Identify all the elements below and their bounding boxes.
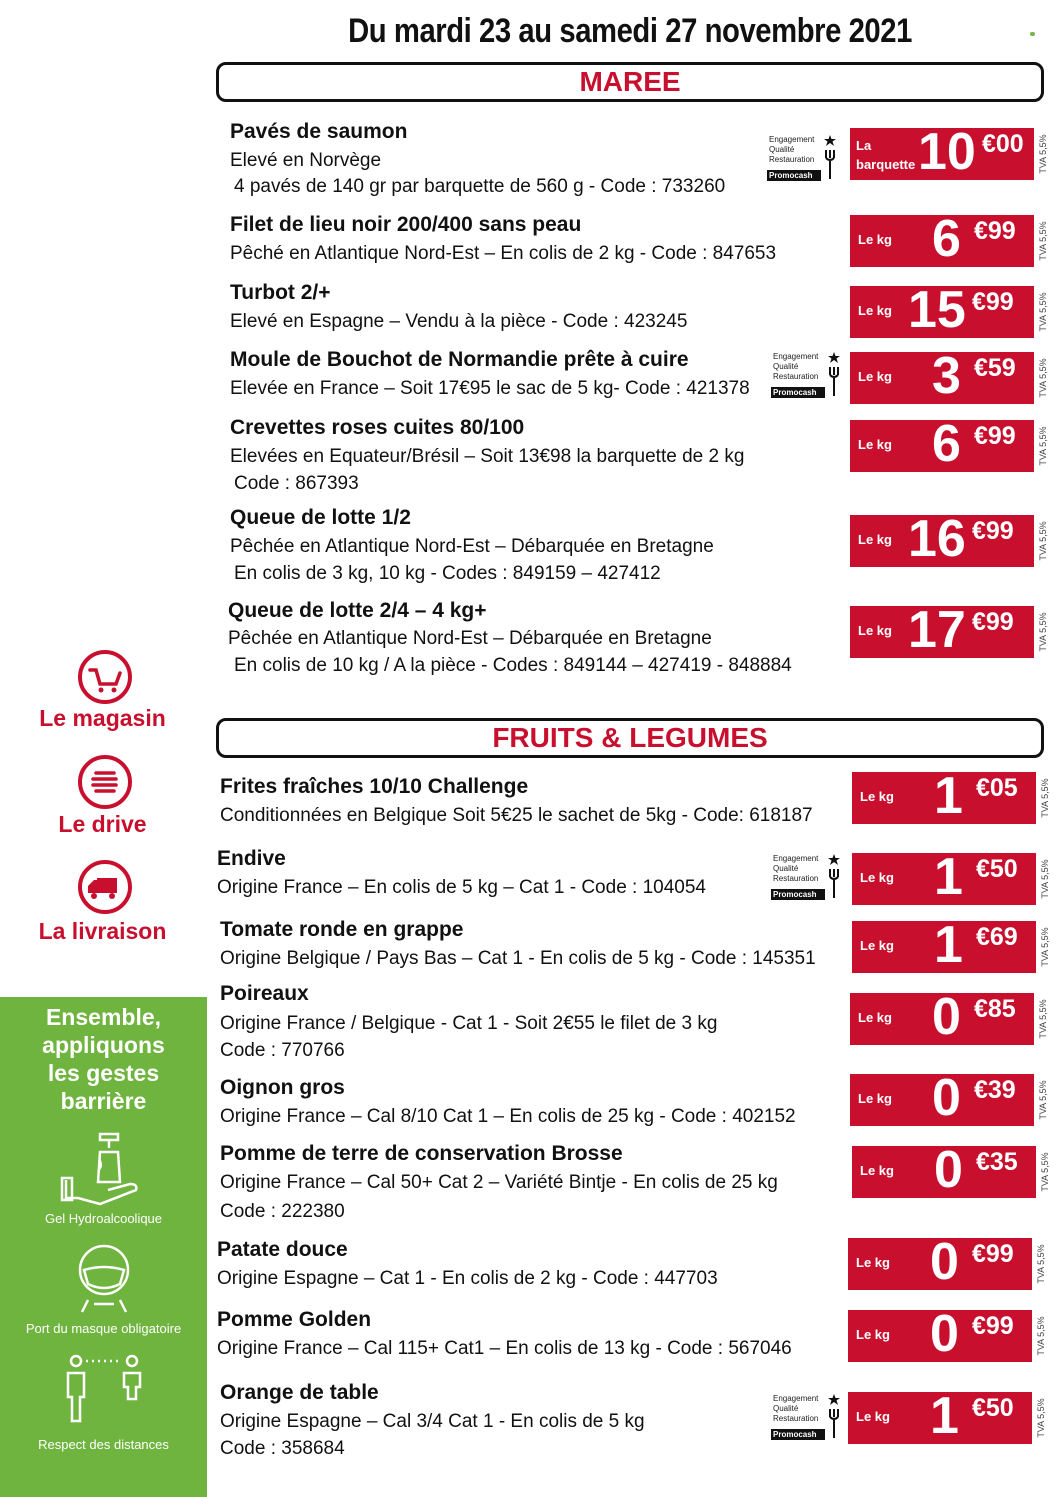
price-unit: Le kg xyxy=(858,232,892,247)
product-name: Pavés de saumon xyxy=(230,120,408,143)
price-tag xyxy=(848,1233,1032,1291)
price-euros: 15 xyxy=(908,281,966,339)
product-detail: Elevé en Espagne – Vendu à la pièce - Code : 423245 xyxy=(230,311,688,332)
price-tag xyxy=(852,1141,1036,1199)
product-name: Poireaux xyxy=(220,982,309,1005)
price-euros: 17 xyxy=(908,601,966,659)
product-detail: Code : 358684 xyxy=(220,1438,345,1459)
service-store: Le magasin xyxy=(39,705,166,731)
fork-star-icon xyxy=(826,853,842,899)
price-tag xyxy=(850,415,1034,473)
price-tag xyxy=(852,767,1036,825)
corner-mark xyxy=(1030,32,1035,36)
price-cents: €39 xyxy=(974,1076,1016,1104)
tva-label: TVA 5,5% xyxy=(1034,1074,1052,1126)
gestures-title: Ensemble, appliquons les gestes barrière xyxy=(42,1004,165,1114)
product-name: Patate douce xyxy=(217,1238,348,1261)
price-unit: Le kg xyxy=(860,870,894,885)
price-cents: €99 xyxy=(972,1312,1014,1340)
price-tag xyxy=(850,510,1034,568)
price-euros: 1 xyxy=(934,767,963,825)
tva-label: TVA 5,5% xyxy=(1036,921,1054,973)
product-detail: Origine Espagne – Cat 1 - En colis de 2 kg - Code : 447703 xyxy=(217,1268,718,1289)
product-detail: Origine France – En colis de 5 kg – Cat 1 - Code : 104054 xyxy=(217,877,706,898)
product-detail: Pêché en Atlantique Nord-Est – En colis de 2 kg - Code : 847653 xyxy=(230,243,777,264)
tva-label: TVA 5,5% xyxy=(1034,352,1052,404)
price-unit: Le kg xyxy=(860,938,894,953)
price-cents: €99 xyxy=(974,422,1016,450)
promocash-logo: Promocash xyxy=(771,889,825,900)
product-name: Orange de table xyxy=(220,1381,379,1404)
service-drive: Le drive xyxy=(58,811,147,837)
price-unit: Le kg xyxy=(856,1327,890,1342)
price-euros: 1 xyxy=(934,916,963,974)
price-unit: Le kg xyxy=(858,369,892,384)
price-cents: €99 xyxy=(974,217,1016,245)
price-unit: Le kg xyxy=(860,789,894,804)
price-tag xyxy=(850,281,1034,339)
product-detail: Code : 770766 xyxy=(220,1040,345,1061)
tva-label: TVA 5,5% xyxy=(1032,1238,1050,1290)
price-euros: 3 xyxy=(932,347,961,405)
price-tag xyxy=(850,347,1034,405)
price-cents: €99 xyxy=(972,608,1014,636)
product-detail: En colis de 10 kg / A la pièce - Codes : 849144 – 427419 - 848884 xyxy=(234,655,792,676)
product-detail: Pêchée en Atlantique Nord-Est – Débarquée en Bretagne xyxy=(230,536,714,557)
product-name: Tomate ronde en grappe xyxy=(220,918,464,941)
product-detail: En colis de 3 kg, 10 kg - Codes : 849159 – 427412 xyxy=(234,563,661,584)
section-header-fruits: FRUITS & LEGUMES xyxy=(216,718,1044,758)
gesture-distance: Respect des distances xyxy=(38,1437,169,1452)
product-detail: Code : 867393 xyxy=(234,473,359,494)
price-unit: Le kg xyxy=(858,623,892,638)
cart-icon xyxy=(78,650,132,704)
price-euros: 0 xyxy=(934,1141,963,1199)
price-euros: 6 xyxy=(932,210,961,268)
price-tag xyxy=(852,848,1036,906)
product-detail: Origine Espagne – Cal 3/4 Cat 1 - En colis de 5 kg xyxy=(220,1411,645,1432)
tva-label: TVA 5,5% xyxy=(1034,215,1052,267)
product-name: Endive xyxy=(217,847,286,870)
tva-label: TVA 5,5% xyxy=(1032,1310,1050,1362)
price-cents: €85 xyxy=(974,995,1016,1023)
price-euros: 0 xyxy=(930,1233,959,1291)
price-cents: €50 xyxy=(972,1394,1014,1422)
price-cents: €50 xyxy=(976,855,1018,883)
price-cents: €99 xyxy=(972,288,1014,316)
price-euros: 0 xyxy=(932,1069,961,1127)
price-tag xyxy=(850,123,1034,181)
gesture-gel: Gel Hydroalcoolique xyxy=(44,1211,163,1226)
price-tag xyxy=(848,1387,1032,1445)
tva-label: TVA 5,5% xyxy=(1034,606,1052,658)
page-title: Du mardi 23 au samedi 27 novembre 2021 xyxy=(348,12,912,50)
tva-label: TVA 5,5% xyxy=(1034,993,1052,1045)
price-tag xyxy=(852,916,1036,974)
barrier-gestures-panel xyxy=(0,997,207,1497)
product-detail: 4 pavés de 140 gr par barquette de 560 g - Code : 733260 xyxy=(234,176,726,197)
product-name: Filet de lieu noir 200/400 sans peau xyxy=(230,213,582,236)
price-euros: 0 xyxy=(932,988,961,1046)
price-tag xyxy=(850,210,1034,268)
price-cents: €59 xyxy=(974,354,1016,382)
fork-star-icon xyxy=(826,351,842,397)
price-unit: Le kg xyxy=(858,532,892,547)
price-unit: Le kg xyxy=(858,1010,892,1025)
drive-icon xyxy=(78,755,132,809)
product-name: Oignon gros xyxy=(220,1076,345,1099)
price-tag xyxy=(850,601,1034,659)
fork-star-icon xyxy=(826,1393,842,1439)
promocash-logo: Promocash xyxy=(771,1429,825,1440)
product-name: Turbot 2/+ xyxy=(230,281,331,304)
tva-label: TVA 5,5% xyxy=(1036,853,1054,905)
product-name: Queue de lotte 1/2 xyxy=(230,506,411,529)
product-name: Moule de Bouchot de Normandie prête à cuire xyxy=(230,348,689,371)
price-unit: Le kg xyxy=(860,1163,894,1178)
price-tag xyxy=(850,1069,1034,1127)
price-cents: €35 xyxy=(976,1148,1018,1176)
price-cents: €99 xyxy=(972,1240,1014,1268)
product-name: Pomme de terre de conservation Brosse xyxy=(220,1142,623,1165)
price-tag xyxy=(850,988,1034,1046)
product-detail: Elevé en Norvège xyxy=(230,150,382,171)
price-euros: 1 xyxy=(930,1387,959,1445)
face-mask-icon xyxy=(72,1240,136,1319)
product-detail: Conditionnées en Belgique Soit 5€25 le sachet de 5kg - Code: 618187 xyxy=(220,805,813,826)
product-detail: Origine France – Cal 115+ Cat1 – En colis de 13 kg - Code : 567046 xyxy=(217,1338,792,1359)
price-cents: €69 xyxy=(976,923,1018,951)
product-name: Pomme Golden xyxy=(217,1308,372,1331)
price-unit: Le kg xyxy=(858,437,892,452)
product-detail: Elevée en France – Soit 17€95 le sac de 5 kg- Code : 421378 xyxy=(230,378,750,399)
price-euros: 10 xyxy=(918,123,976,181)
fork-star-icon xyxy=(822,134,838,180)
tva-label: TVA 5,5% xyxy=(1034,128,1052,180)
price-tag xyxy=(848,1305,1032,1363)
price-euros: 1 xyxy=(934,848,963,906)
product-detail: Code : 222380 xyxy=(220,1201,345,1222)
gesture-mask: Port du masque obligatoire xyxy=(25,1321,182,1336)
quality-badge: Engagement Qualité Restauration Promocash xyxy=(766,134,840,182)
product-detail: Origine France – Cal 50+ Cat 2 – Variété Bintje - En colis de 25 kg xyxy=(220,1172,778,1193)
product-name: Queue de lotte 2/4 – 4 kg+ xyxy=(228,599,487,622)
tva-label: TVA 5,5% xyxy=(1032,1392,1050,1444)
price-euros: 6 xyxy=(932,415,961,473)
quality-badge: Engagement Qualité Restauration Promocash xyxy=(770,1393,844,1441)
product-detail: Elevées en Equateur/Brésil – Soit 13€98 la barquette de 2 kg xyxy=(230,446,745,467)
tva-label: TVA 5,5% xyxy=(1036,1146,1054,1198)
price-unit: Le kg xyxy=(858,1091,892,1106)
price-euros: 16 xyxy=(908,510,966,568)
truck-icon xyxy=(78,860,132,914)
service-delivery: La livraison xyxy=(38,918,167,944)
product-name: Frites fraîches 10/10 Challenge xyxy=(220,775,529,798)
promocash-logo: Promocash xyxy=(767,170,821,181)
price-cents: €99 xyxy=(972,517,1014,545)
product-name: Crevettes roses cuites 80/100 xyxy=(230,416,525,439)
tva-label: TVA 5,5% xyxy=(1034,286,1052,338)
price-unit: Le kg xyxy=(856,1255,890,1270)
distance-icon xyxy=(62,1353,146,1428)
tva-label: TVA 5,5% xyxy=(1036,772,1054,824)
tva-label: TVA 5,5% xyxy=(1034,420,1052,472)
price-euros: 0 xyxy=(930,1305,959,1363)
price-cents: €00 xyxy=(982,130,1024,158)
price-unit: Le kg xyxy=(858,303,892,318)
product-detail: Origine Belgique / Pays Bas – Cat 1 - En colis de 5 kg - Code : 145351 xyxy=(220,948,816,969)
price-unit: La barquette xyxy=(856,138,916,172)
quality-badge: Engagement Qualité Restauration Promocash xyxy=(770,351,844,399)
product-detail: Origine France / Belgique - Cat 1 - Soit 2€55 le filet de 3 kg xyxy=(220,1013,718,1034)
product-detail: Pêchée en Atlantique Nord-Est – Débarquée en Bretagne xyxy=(228,628,712,649)
promocash-logo: Promocash xyxy=(771,387,825,398)
product-detail: Origine France – Cal 8/10 Cat 1 – En colis de 25 kg - Code : 402152 xyxy=(220,1106,796,1127)
tva-label: TVA 5,5% xyxy=(1034,515,1052,567)
price-cents: €05 xyxy=(976,774,1018,802)
hand-sanitizer-icon xyxy=(60,1132,144,1213)
quality-badge: Engagement Qualité Restauration Promocash xyxy=(770,853,844,901)
price-unit: Le kg xyxy=(856,1409,890,1424)
section-header-maree: MAREE xyxy=(216,62,1044,102)
